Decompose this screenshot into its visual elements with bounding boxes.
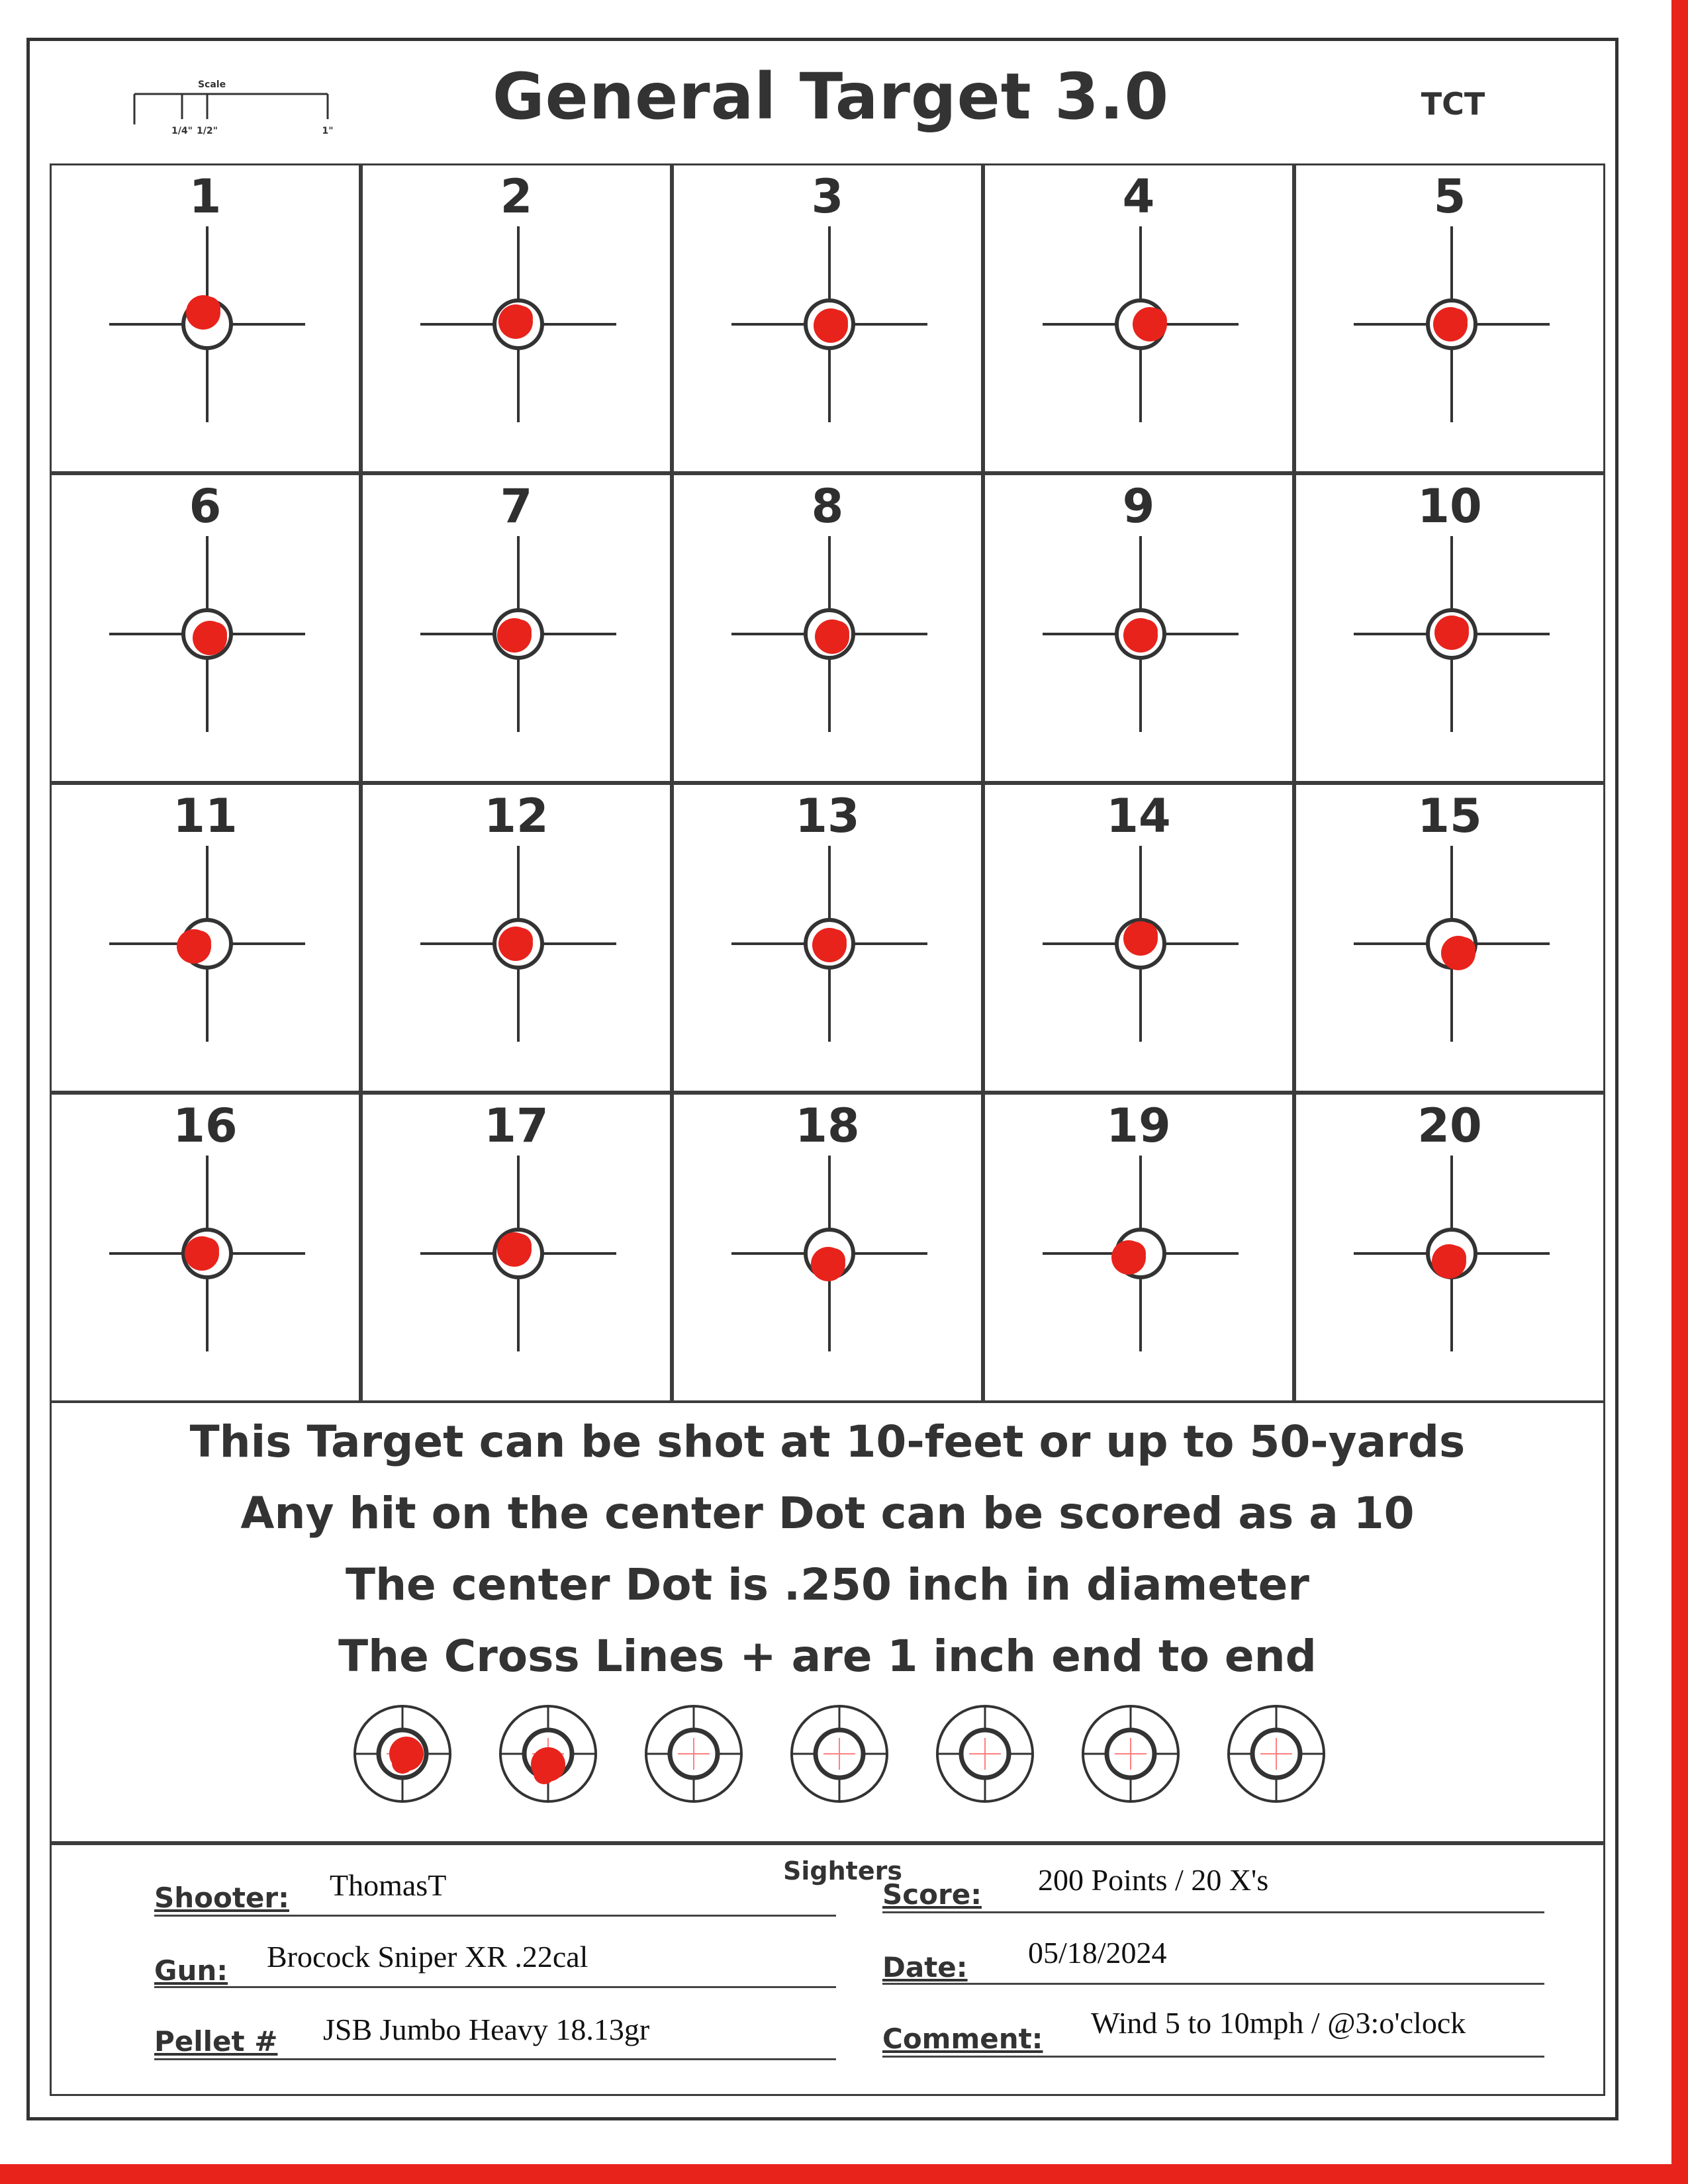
gun-label: Gun:	[154, 1954, 228, 1987]
crosshair-target	[363, 475, 674, 785]
gun-value: Brocock Sniper XR .22cal	[267, 1940, 588, 1974]
target-number: 2	[500, 169, 533, 224]
crosshair-target	[1296, 165, 1607, 475]
gun-line	[154, 1986, 836, 1988]
shot-hole-tear	[1143, 308, 1167, 332]
crosshair-target	[985, 165, 1296, 475]
target-cell-1	[50, 163, 361, 473]
scale-tick-half: 1/2"	[197, 126, 218, 136]
target-grid	[50, 163, 1605, 1401]
target-cell-19	[983, 1093, 1294, 1402]
pellet-label: Pellet #	[154, 2025, 278, 2058]
instruction-line: Any hit on the center Dot can be scored as a 10	[240, 1488, 1415, 1539]
shot-hole-tear	[1134, 923, 1158, 946]
crosshair-target	[1296, 475, 1607, 785]
score-label: Score:	[882, 1878, 982, 1911]
sighter-targets	[52, 1403, 1603, 1840]
target-cell-4	[983, 163, 1294, 473]
score-form	[50, 1843, 1605, 2096]
crosshair-target	[674, 785, 985, 1095]
date-value: 05/18/2024	[1028, 1936, 1167, 1970]
target-number: 9	[1122, 479, 1155, 533]
shot-hole-tear	[1134, 619, 1158, 643]
target-cell-6	[50, 473, 361, 783]
crosshair-target	[1296, 1095, 1607, 1404]
shot-hole-tear	[824, 310, 848, 334]
target-cell-12	[361, 783, 672, 1093]
target-cell-15	[1294, 783, 1605, 1093]
target-number: 6	[189, 479, 222, 533]
shot-hole-tear	[823, 929, 847, 953]
target-number: 11	[173, 789, 238, 843]
shot-hole-tear	[195, 1238, 219, 1261]
target-number: 16	[173, 1099, 238, 1153]
crosshair-target	[52, 165, 363, 475]
shooter-label: Shooter:	[154, 1882, 289, 1914]
shot-hole-tear	[197, 296, 220, 320]
sighter-shot-tear	[392, 1752, 413, 1774]
page-edge-bottom	[0, 2164, 1688, 2184]
target-number: 4	[1122, 169, 1155, 224]
target-cell-5	[1294, 163, 1605, 473]
crosshair-target	[363, 165, 674, 475]
instruction-line: This Target can be shot at 10-feet or up to 50-yards	[189, 1416, 1466, 1467]
crosshair-target	[52, 785, 363, 1095]
target-cell-3	[672, 163, 983, 473]
crosshair-target	[1296, 785, 1607, 1095]
crosshair-target	[674, 165, 985, 475]
comment-label: Comment:	[882, 2023, 1043, 2055]
sighter-shot-tear	[534, 1763, 555, 1784]
target-number: 1	[189, 169, 222, 224]
shot-hole-tear	[187, 931, 211, 954]
target-number: 15	[1417, 789, 1482, 843]
comment-value: Wind 5 to 10mph / @3:o'clock	[1091, 2006, 1466, 2040]
target-cell-2	[361, 163, 672, 473]
sighters-label: Sighters	[783, 1856, 902, 1886]
target-cell-11	[50, 783, 361, 1093]
target-code: TCT	[1421, 86, 1485, 122]
shot-hole-tear	[1122, 1242, 1146, 1265]
score-line	[882, 1911, 1544, 1913]
target-cell-17	[361, 1093, 672, 1402]
score-value: 200 Points / 20 X's	[1038, 1863, 1269, 1897]
crosshair-target	[985, 475, 1296, 785]
scale-label: Scale	[197, 79, 226, 90]
target-cell-14	[983, 783, 1294, 1093]
target-number: 12	[484, 789, 549, 843]
target-cell-7	[361, 473, 672, 783]
shooter-value: ThomasT	[330, 1868, 447, 1902]
target-cell-13	[672, 783, 983, 1093]
scale-ruler	[103, 74, 354, 173]
scale-tick-inch: 1"	[322, 126, 334, 136]
comment-line	[882, 2056, 1544, 2058]
pellet-value: JSB Jumbo Heavy 18.13gr	[323, 2013, 650, 2046]
shot-hole-tear	[1444, 308, 1468, 332]
target-number: 7	[500, 479, 533, 533]
shot-hole-tear	[1445, 617, 1469, 641]
target-number: 8	[811, 479, 844, 533]
target-number: 19	[1106, 1099, 1171, 1153]
shot-hole-tear	[1442, 1246, 1466, 1269]
shot-hole-tear	[825, 621, 849, 645]
shot-hole-tear	[821, 1248, 845, 1272]
shot-hole-tear	[509, 928, 533, 952]
crosshair-target	[363, 785, 674, 1095]
shot-hole-tear	[508, 619, 532, 643]
instruction-line: The center Dot is .250 inch in diameter	[346, 1559, 1309, 1610]
shot-hole-tear	[508, 1234, 532, 1257]
shooter-line	[154, 1915, 836, 1917]
crosshair-target	[363, 1095, 674, 1404]
shot-hole-tear	[1452, 937, 1476, 961]
target-cell-10	[1294, 473, 1605, 783]
crosshair-target	[985, 1095, 1296, 1404]
crosshair-target	[674, 1095, 985, 1404]
target-number: 17	[484, 1099, 549, 1153]
page-edge-right	[1671, 0, 1688, 2184]
target-number: 18	[795, 1099, 860, 1153]
target-sheet	[26, 38, 1618, 2120]
target-number: 3	[811, 169, 844, 224]
crosshair-target	[674, 475, 985, 785]
scale-tick-quarter: 1/4"	[171, 126, 193, 136]
target-number: 10	[1417, 479, 1482, 533]
target-number: 13	[795, 789, 860, 843]
crosshair-target	[52, 1095, 363, 1404]
pellet-line	[154, 2058, 836, 2060]
date-label: Date:	[882, 1951, 968, 1983]
target-cell-18	[672, 1093, 983, 1402]
instruction-line: The Cross Lines + are 1 inch end to end	[338, 1631, 1317, 1682]
target-cell-9	[983, 473, 1294, 783]
shot-hole-tear	[203, 622, 227, 646]
target-cell-16	[50, 1093, 361, 1402]
target-number: 14	[1106, 789, 1171, 843]
crosshair-target	[985, 785, 1296, 1095]
page-title: General Target 3.0	[492, 60, 1170, 134]
crosshair-target	[52, 475, 363, 785]
target-cell-8	[672, 473, 983, 783]
shot-hole-tear	[509, 306, 533, 330]
target-number: 5	[1433, 169, 1466, 224]
target-cell-20	[1294, 1093, 1605, 1402]
target-number: 20	[1417, 1099, 1482, 1153]
date-line	[882, 1983, 1544, 1985]
